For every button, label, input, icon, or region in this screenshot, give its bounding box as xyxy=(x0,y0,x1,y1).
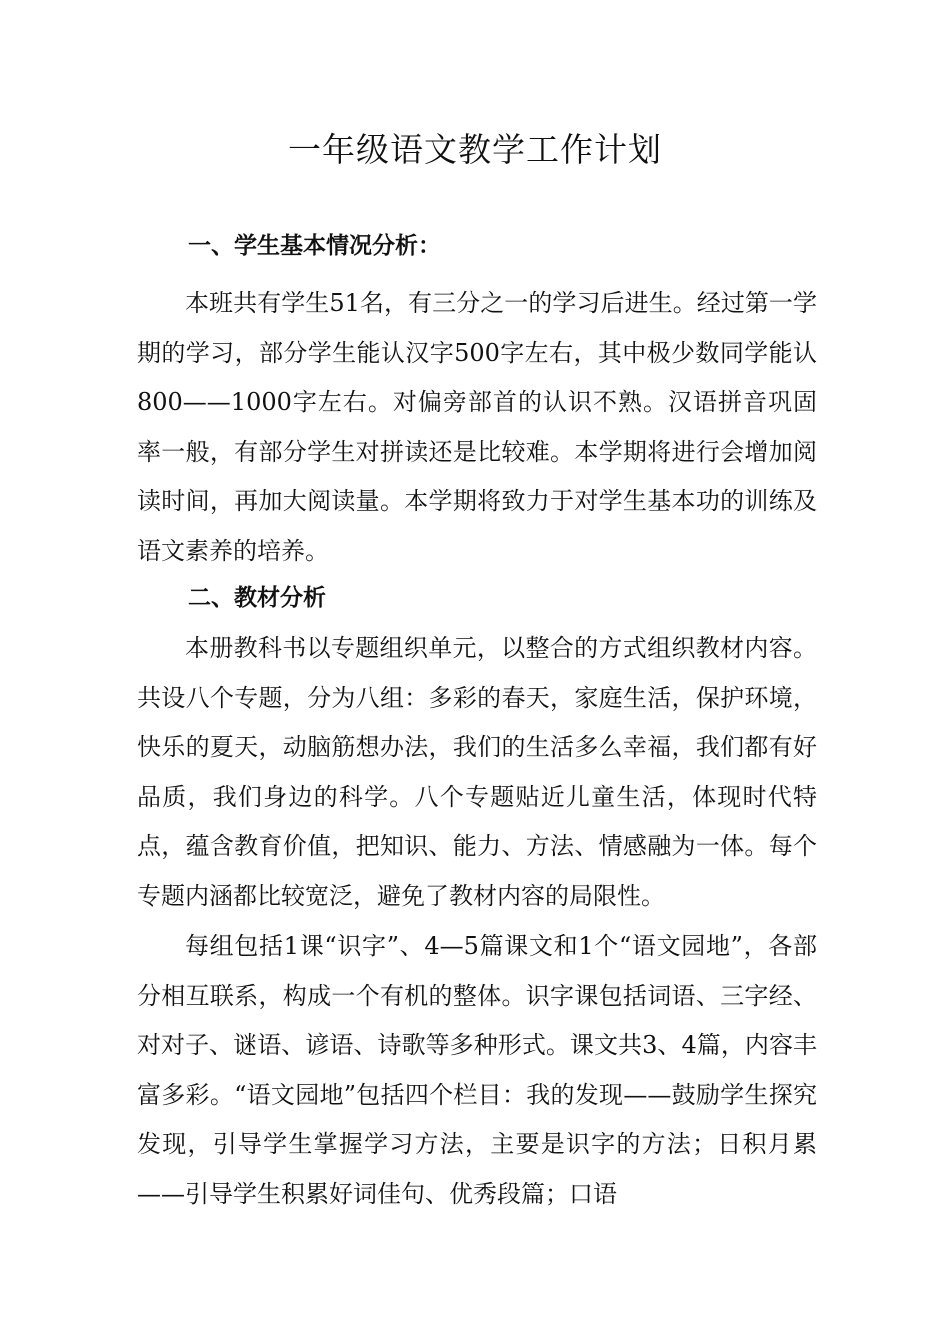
section-heading-textbook-analysis: 二、教材分析 xyxy=(188,585,326,611)
paragraph-textbook-units: 每组包括1课“识字”、4—5篇课文和1个“语文园地”，各部分相互联系，构成一个有机的整体。识字课包括词语、三字经、对对子、谜语、谚语、诗歌等多种形式。课文共3、4篇，内容丰富多彩。“语文园地”包括四个栏目：我的发现——鼓励学生探究发现，引导学生掌握学习方法，主要是识字的方法；日积月累——引导学生积累好词佳句、优秀段篇；口语 xyxy=(137,932,817,1208)
paragraph-student-analysis: 本班共有学生51名，有三分之一的学习后进生。经过第一学期的学习，部分学生能认汉字500字左右，其中极少数同学能认800——1000字左右。对偏旁部首的认识不熟。汉语拼音巩固率一般，有部分学生对拼读还是比较难。本学期将进行会增加阅读时间，再加大阅读量。本学期将致力于对学生基本功的训练及语文素养的培养。 xyxy=(137,289,817,565)
paragraph-textbook-topics: 本册教科书以专题组织单元，以整合的方式组织教材内容。共设八个专题，分为八组：多彩的春天，家庭生活，保护环境，快乐的夏天，动脑筋想办法，我们的生活多么幸福，我们都有好品质，我们身边的科学。八个专题贴近儿童生活，体现时代特点，蕴含教育价值，把知识、能力、方法、情感融为一体。每个专题内涵都比较宽泛，避免了教材内容的局限性。 xyxy=(137,634,817,910)
document-title: 一年级语文教学工作计划 xyxy=(288,130,662,169)
section-heading-student-analysis: 一、学生基本情况分析： xyxy=(188,233,441,259)
